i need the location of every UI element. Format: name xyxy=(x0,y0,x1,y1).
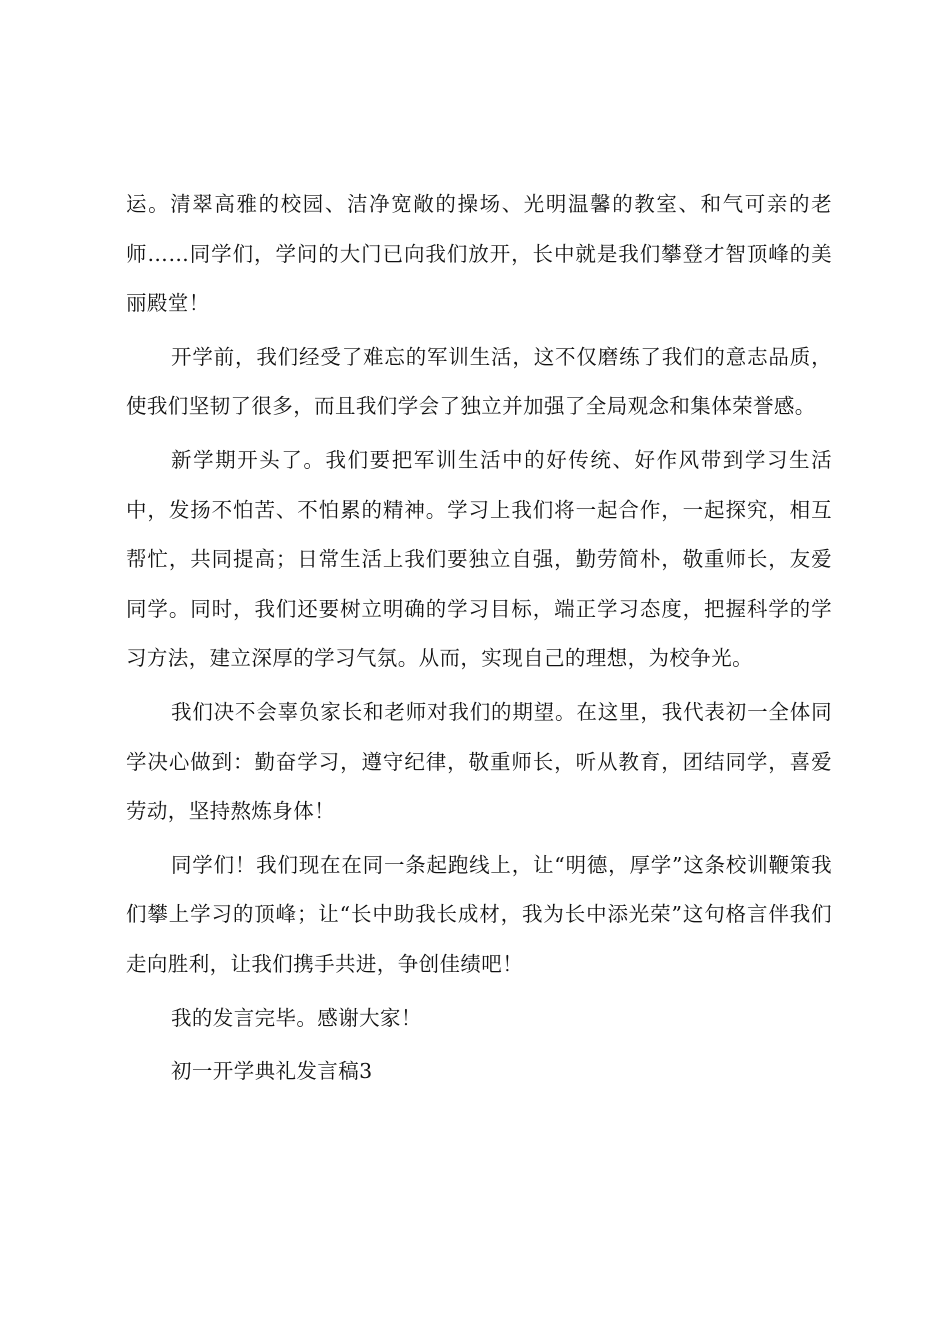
closing-paragraph: 我的发言完毕。感谢大家！ xyxy=(171,1005,422,1030)
paragraph-5: 同学们！我们现在在同一条起跑线上，让“明德，厚学”这条校训鞭策我们攀上学习的顶峰；让“长中助我长成材，我为长中添光荣”这句格言伴我们走向胜利，让我们携手共进，争创佳绩吧！ xyxy=(126,852,832,976)
paragraph-2: 开学前，我们经受了难忘的军训生活，这不仅磨练了我们的意志品质，使我们坚韧了很多，而且我们学会了独立并加强了全局观念和集体荣誉感。 xyxy=(126,344,832,419)
next-speech-heading: 初一开学典礼发言稿3 xyxy=(171,1059,373,1084)
paragraph-4: 我们决不会辜负家长和老师对我们的期望。在这里，我代表初一全体同学决心做到：勤奋学习，遵守纪律，敬重师长，听从教育，团结同学，喜爱劳动，坚持熬炼身体！ xyxy=(126,699,832,824)
paragraph-3: 新学期开头了。我们要把军训生活中的好传统、好作风带到学习生活中，发扬不怕苦、不怕累的精神。学习上我们将一起合作，一起探究，相互帮忙，共同提高；日常生活上我们要独立自强，勤劳简朴，敬重师长，友爱同学。同时，我们还要树立明确的学习目标，端正学习态度，把握科学的学习方法，建立深厚的学习气氛。从而，实现自己的理想，为校争光。 xyxy=(126,447,832,671)
paragraph-1: 运。清翠高雅的校园、洁净宽敞的操场、光明温馨的教室、和气可亲的老师……同学们，学问的大门已向我们放开，长中就是我们攀登才智顶峰的美丽殿堂！ xyxy=(126,192,832,316)
document-body xyxy=(126,180,832,1097)
